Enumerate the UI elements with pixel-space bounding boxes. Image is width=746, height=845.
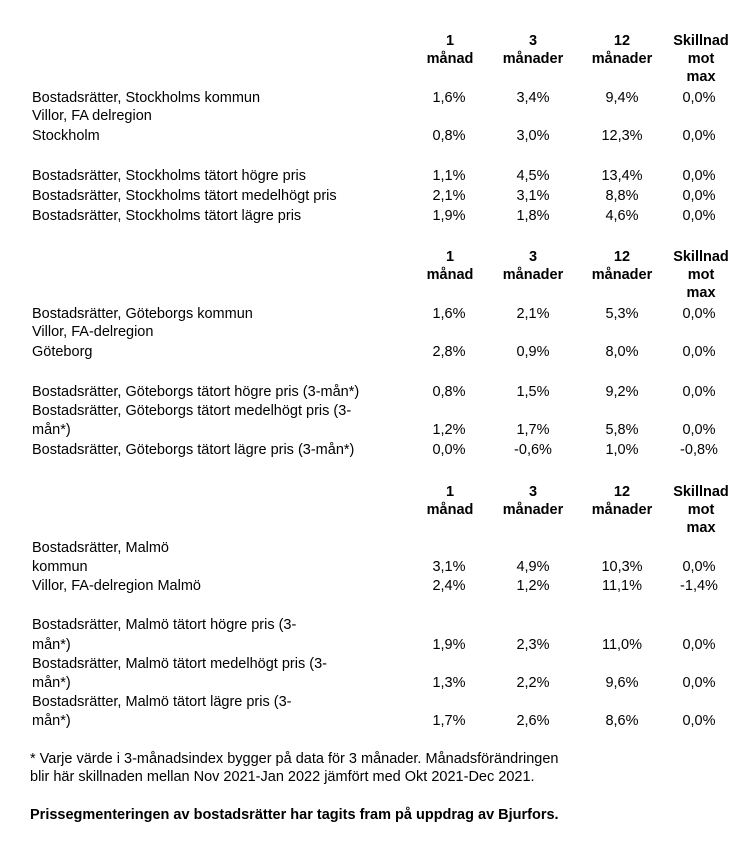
value-3-months: 1,7% <box>516 422 550 438</box>
value-12-months: 1,0% <box>605 442 639 458</box>
header-3-months: 3 månader <box>502 33 564 67</box>
row-label: Villor, FA delregion <box>32 108 152 124</box>
row-label: Bostadsrätter, Stockholms tätort medelhögt pris <box>32 188 337 204</box>
value-1-month: 1,2% <box>432 422 466 438</box>
value-1-month: 1,3% <box>432 675 466 691</box>
value-12-months: 9,6% <box>605 675 639 691</box>
header-3-months: 3 månader <box>502 484 564 518</box>
value-12-months: 11,1% <box>601 578 643 594</box>
header-1-month: 1 månad <box>426 33 474 67</box>
value-3-months: 2,6% <box>516 713 550 729</box>
value-12-months: 5,3% <box>605 306 639 322</box>
value-diff-max: 0,0% <box>682 422 716 438</box>
row-label-cont: mån*) <box>32 675 71 691</box>
row-label-cont: mån*) <box>32 713 71 729</box>
value-1-month: 1,7% <box>432 713 466 729</box>
value-1-month: 0,0% <box>432 442 466 458</box>
row-label: Bostadsrätter, Stockholms tätort högre pris <box>32 168 307 184</box>
value-diff-max: 0,0% <box>682 90 716 106</box>
value-3-months: 0,9% <box>516 344 550 360</box>
row-label-cont: kommun <box>32 559 88 575</box>
value-1-month: 2,1% <box>432 188 466 204</box>
value-1-month: 2,4% <box>432 578 466 594</box>
row-label: Bostadsrätter, Göteborgs tätort högre pris (3-mån*) <box>32 384 360 400</box>
row-label: Bostadsrätter, Malmö tätort lägre pris (3- <box>32 694 292 710</box>
value-12-months: 11,0% <box>601 637 643 653</box>
value-diff-max: -0,8% <box>680 442 718 458</box>
header-3-months: 3 månader <box>502 249 564 283</box>
credit-note: Prissegmenteringen av bostadsrätter har tagits fram på uppdrag av Bjurfors. <box>30 807 559 823</box>
value-1-month: 1,6% <box>432 90 466 106</box>
value-diff-max: 0,0% <box>682 306 716 322</box>
header-12-months: 12 månader <box>591 484 653 518</box>
header-diff-max: Skillnad mot max <box>673 249 729 301</box>
value-12-months: 4,6% <box>605 208 639 224</box>
value-12-months: 8,6% <box>605 713 639 729</box>
value-3-months: 1,2% <box>516 578 550 594</box>
value-3-months: 1,8% <box>516 208 550 224</box>
value-3-months: -0,6% <box>514 442 552 458</box>
row-label: Bostadsrätter, Göteborgs tätort lägre pris (3-mån*) <box>32 442 355 458</box>
row-label-cont: mån*) <box>32 422 71 438</box>
footnote-line-1: * Varje värde i 3-månadsindex bygger på data för 3 månader. Månadsförändringen <box>30 751 559 767</box>
value-1-month: 1,6% <box>432 306 466 322</box>
value-1-month: 0,8% <box>432 128 466 144</box>
value-diff-max: 0,0% <box>682 128 716 144</box>
value-12-months: 5,8% <box>605 422 639 438</box>
row-label: Bostadsrätter, Malmö tätort högre pris (3- <box>32 617 297 633</box>
value-1-month: 1,9% <box>432 208 466 224</box>
header-12-months: 12 månader <box>591 33 653 67</box>
header-12-months: 12 månader <box>591 249 653 283</box>
row-label: Bostadsrätter, Göteborgs kommun <box>32 306 253 322</box>
value-1-month: 1,1% <box>432 168 466 184</box>
row-label: Bostadsrätter, Stockholms kommun <box>32 90 261 106</box>
value-diff-max: 0,0% <box>682 559 716 575</box>
row-label-cont: Göteborg <box>32 344 93 360</box>
value-3-months: 1,5% <box>516 384 550 400</box>
value-diff-max: 0,0% <box>682 188 716 204</box>
value-12-months: 9,2% <box>605 384 639 400</box>
header-1-month: 1 månad <box>426 249 474 283</box>
header-diff-max: Skillnad mot max <box>673 33 729 85</box>
row-label: Bostadsrätter, Göteborgs tätort medelhögt pris (3- <box>32 403 352 419</box>
value-3-months: 3,1% <box>516 188 550 204</box>
value-3-months: 4,5% <box>516 168 550 184</box>
header-1-month: 1 månad <box>426 484 474 518</box>
value-diff-max: 0,0% <box>682 168 716 184</box>
value-1-month: 0,8% <box>432 384 466 400</box>
value-3-months: 2,2% <box>516 675 550 691</box>
value-diff-max: 0,0% <box>682 637 716 653</box>
row-label-cont: Stockholm <box>32 128 100 144</box>
value-12-months: 8,0% <box>605 344 639 360</box>
value-3-months: 3,4% <box>516 90 550 106</box>
row-label: Bostadsrätter, Malmö tätort medelhögt pris (3- <box>32 656 327 672</box>
row-label: Bostadsrätter, Stockholms tätort lägre pris <box>32 208 302 224</box>
value-diff-max: 0,0% <box>682 384 716 400</box>
row-label-cont: mån*) <box>32 637 71 653</box>
value-diff-max: 0,0% <box>682 344 716 360</box>
header-diff-max: Skillnad mot max <box>673 484 729 536</box>
value-diff-max: 0,0% <box>682 208 716 224</box>
value-12-months: 10,3% <box>601 559 643 575</box>
value-1-month: 2,8% <box>432 344 466 360</box>
footnote-line-2: blir här skillnaden mellan Nov 2021-Jan 2022 jämfört med Okt 2021-Dec 2021. <box>30 769 535 785</box>
value-12-months: 8,8% <box>605 188 639 204</box>
value-12-months: 9,4% <box>605 90 639 106</box>
value-3-months: 2,1% <box>516 306 550 322</box>
value-diff-max: 0,0% <box>682 713 716 729</box>
value-3-months: 2,3% <box>516 637 550 653</box>
value-diff-max: 0,0% <box>682 675 716 691</box>
row-label: Bostadsrätter, Malmö <box>32 540 169 556</box>
value-12-months: 13,4% <box>601 168 643 184</box>
value-1-month: 3,1% <box>432 559 466 575</box>
value-3-months: 4,9% <box>516 559 550 575</box>
value-diff-max: -1,4% <box>680 578 718 594</box>
value-1-month: 1,9% <box>432 637 466 653</box>
value-12-months: 12,3% <box>601 128 643 144</box>
row-label: Villor, FA-delregion Malmö <box>32 578 201 594</box>
row-label: Villor, FA-delregion <box>32 324 154 340</box>
value-3-months: 3,0% <box>516 128 550 144</box>
